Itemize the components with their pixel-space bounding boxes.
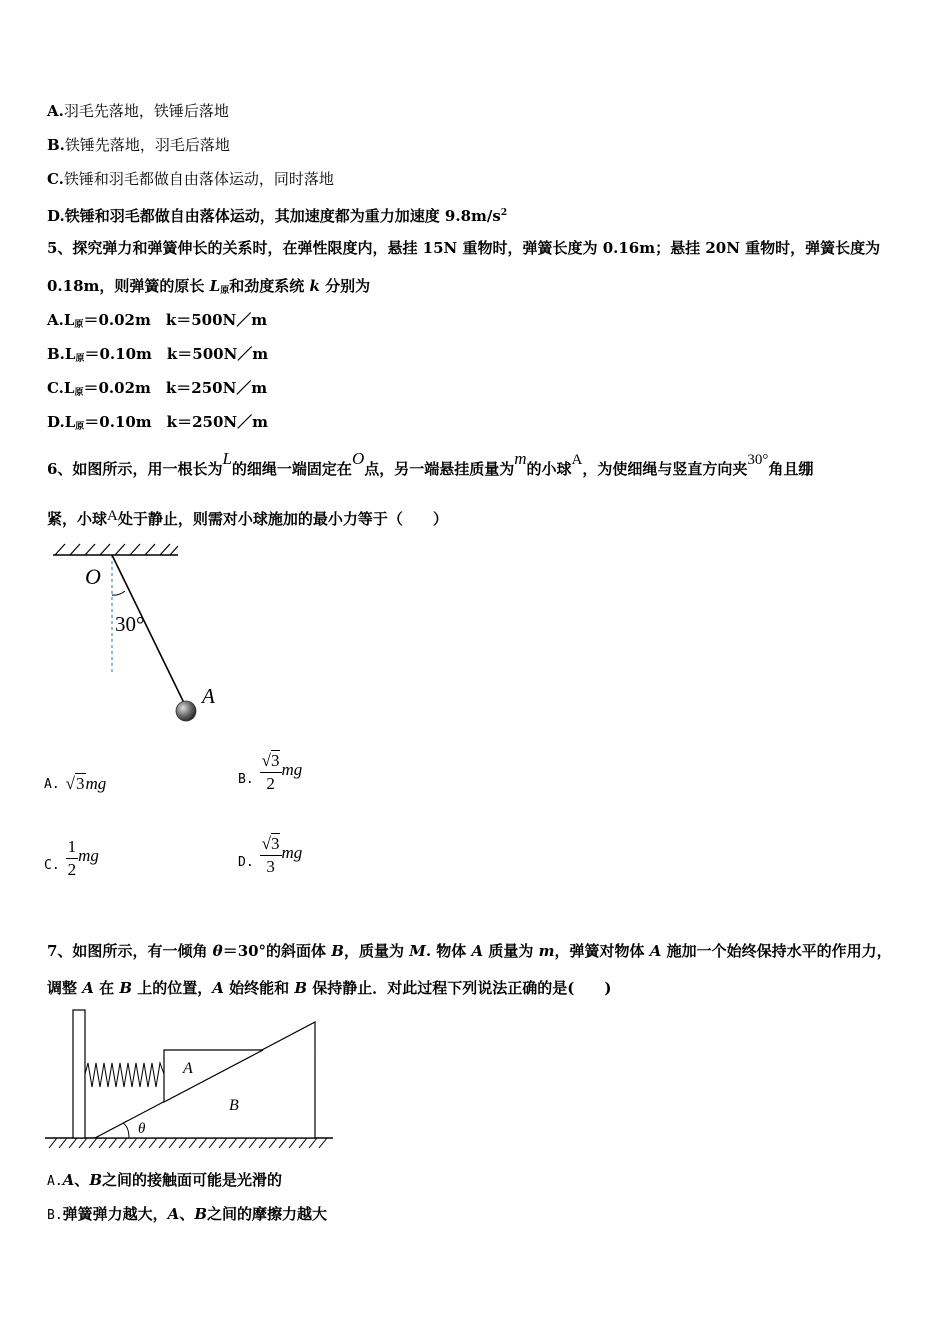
q7-text: 保持静止．对此过程下列说法正确的是( ): [307, 979, 612, 997]
q7-text: . 物体: [425, 942, 472, 960]
q6-text: 的小球: [526, 460, 572, 478]
q5-sub: 原: [220, 286, 230, 296]
q6-text: 紧，小球: [47, 510, 108, 528]
option-label: A.: [47, 102, 64, 120]
q7-stem-line1: [47, 941, 892, 961]
option-label: C.: [47, 170, 64, 188]
option-text: ＝0.02m k＝250N／m: [83, 379, 268, 397]
q7-var-A: A: [649, 942, 662, 960]
q6-stem-line1: [47, 449, 814, 480]
separator: 、: [74, 1171, 90, 1189]
q5-text: 0.18m，则弹簧的原长: [47, 277, 210, 295]
label-30deg: 30°: [115, 612, 145, 636]
q6-text: 点，另一端悬挂质量为: [364, 460, 515, 478]
q5-option-b: [47, 344, 268, 369]
option-tail: mg: [78, 845, 99, 865]
option-label: B.: [47, 1208, 63, 1223]
q6-angle: 30°: [747, 452, 769, 468]
option-tail: mg: [281, 759, 303, 779]
option-label: B.: [47, 136, 65, 154]
option-sub: 原: [75, 422, 85, 432]
q7-var-m: m: [538, 942, 555, 960]
q6-pendulum-figure: [45, 538, 245, 728]
q7-text: 施加一个始终保持水平的作用力，: [661, 942, 892, 960]
option-label: D.: [47, 207, 65, 225]
option-label: B.: [238, 772, 254, 787]
ball: [176, 701, 196, 721]
option-text: 铁锤和羽毛都做自由落体运动，其加速度都为重力加速度 9.8m/s: [64, 207, 501, 225]
q6-text: 处于静止，则需对小球施加的最小力等于（ ）: [117, 510, 448, 528]
q7-option-a: [47, 1170, 282, 1192]
q7-var-B: B: [119, 979, 133, 997]
option-label: A.: [44, 776, 60, 792]
angle-arc: [112, 591, 125, 595]
numerator: √3: [260, 833, 282, 856]
q5-text: 分别为: [319, 277, 371, 295]
option-text: 之间的接触面可能是光滑的: [102, 1171, 283, 1189]
denominator: 3: [266, 857, 275, 876]
q7-var-B: B: [331, 942, 344, 960]
q6-text: 的细绳一端固定在: [231, 460, 352, 478]
separator: 、: [179, 1205, 195, 1223]
q7-text: 在: [93, 979, 120, 997]
option-text: ＝0.10m k＝500N／m: [84, 345, 269, 363]
q4-option-c: [47, 169, 334, 189]
numerator: 1: [66, 836, 79, 859]
radicand: 3: [271, 751, 280, 770]
q6-var-L: L: [222, 449, 232, 468]
q6-text: 角且绷: [768, 460, 814, 478]
superscript: 2: [500, 208, 508, 218]
q7-var-B: B: [89, 1171, 102, 1189]
q7-var-theta: θ: [212, 942, 223, 960]
q7-option-b: [47, 1204, 327, 1226]
q7-var-A: A: [212, 979, 224, 997]
option-text: 弹簧弹力越大，: [62, 1205, 168, 1223]
label-B: B: [229, 1097, 239, 1114]
option-label: A.: [47, 1174, 63, 1189]
option-text: ＝0.02m k＝500N／m: [83, 311, 268, 329]
q7-var-A: A: [62, 1171, 75, 1189]
q5-stem-line1: 5、探究弹力和弹簧伸长的关系时，在弹性限度内，悬挂 15N 重物时，弹簧长度为 0.16m；悬挂 20N 重物时，弹簧长度为: [47, 239, 881, 257]
option-tail: mg: [85, 774, 107, 793]
option-sub: 原: [74, 320, 84, 330]
q6-option-d: [238, 833, 302, 878]
q7-text: 7、如图所示，有一倾角: [47, 942, 213, 960]
q6-var-A: A: [107, 508, 118, 524]
radicand: 3: [271, 834, 280, 853]
q4-option-a: [47, 101, 229, 121]
q6-option-c: [44, 836, 99, 881]
label-theta: θ: [138, 1121, 146, 1137]
option-text: 之间的摩擦力越大: [207, 1205, 328, 1223]
ground-hatch: [49, 1138, 327, 1148]
q7-stem-line2: [47, 978, 611, 998]
option-prefix: D.L: [47, 413, 76, 431]
q7-var-A: A: [167, 1205, 180, 1223]
q5-option-c: [47, 378, 267, 403]
q4-option-b: [47, 135, 230, 155]
q4-option-d: [47, 203, 507, 226]
spring: [85, 1063, 164, 1087]
option-prefix: B.L: [47, 345, 76, 363]
numerator: √3: [260, 750, 282, 773]
q5-var-k: k: [309, 277, 320, 295]
q7-text: 始终能和: [223, 979, 295, 997]
option-label: D.: [238, 855, 254, 870]
wall-post: [73, 1010, 85, 1138]
q6-var-A: A: [571, 452, 583, 468]
label-A: A: [183, 1060, 193, 1077]
fraction: [66, 836, 79, 881]
option-text: 铁锤和羽毛都做自由落体运动，同时落地: [63, 170, 334, 188]
option-sub: 原: [74, 388, 84, 398]
option-sub: 原: [75, 354, 85, 364]
q7-text: ＝30°的斜面体: [222, 942, 332, 960]
denominator: 2: [266, 774, 275, 793]
option-text: ＝0.10m k＝250N／m: [84, 413, 268, 431]
q6-text: ，为使细绳与竖直方向夹: [582, 460, 748, 478]
q6-stem-line2: [47, 509, 448, 530]
q7-incline-figure: [43, 1005, 338, 1155]
q6-option-a: [44, 774, 106, 794]
q5-text: 和劲度系统: [229, 277, 310, 295]
q5-var-L: L: [209, 277, 221, 295]
q7-var-A: A: [471, 942, 484, 960]
denominator: 2: [67, 860, 77, 879]
option-label: C.: [44, 858, 60, 873]
q5-option-a: [47, 310, 267, 335]
q6-option-b: [238, 750, 302, 795]
option-tail: mg: [281, 842, 303, 862]
q5-stem-line2: [47, 276, 370, 301]
q7-var-M: M: [409, 942, 426, 960]
radicand: 3: [76, 774, 85, 793]
q7-text: 调整: [47, 979, 83, 997]
label-A: A: [202, 684, 215, 708]
q7-text: ，质量为: [343, 942, 410, 960]
q7-text: 质量为: [483, 942, 539, 960]
q6-var-O: O: [351, 449, 365, 468]
q7-var-B: B: [294, 979, 308, 997]
label-O: O: [85, 564, 101, 589]
q6-text: 6、如图所示，用一根长为: [47, 460, 223, 478]
option-prefix: C.L: [47, 379, 75, 397]
q7-var-A: A: [82, 979, 94, 997]
q7-text: 上的位置，: [132, 979, 213, 997]
option-prefix: A.L: [47, 311, 75, 329]
fraction: [260, 750, 282, 795]
q6-var-m: m: [514, 449, 527, 468]
q7-text: ，弹簧对物体: [554, 942, 650, 960]
ceiling-hatch: [55, 544, 178, 555]
fraction: [260, 833, 282, 878]
option-text: 羽毛先落地，铁锤后落地: [63, 102, 229, 120]
q5-option-d: [47, 412, 268, 437]
option-text: 铁锤先落地，羽毛后落地: [64, 136, 230, 154]
q7-var-B: B: [194, 1205, 208, 1223]
sqrt-expression: √3: [65, 774, 85, 793]
